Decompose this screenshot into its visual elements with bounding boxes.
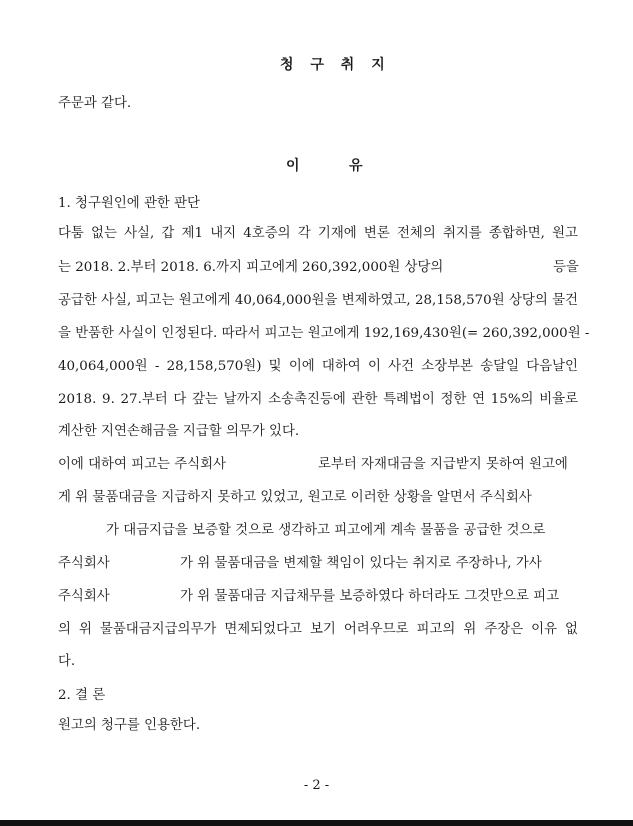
reason-heading: 이 유 (286, 158, 369, 174)
p1-line-6: 2018. 9. 27.부터 다 갚는 날까지 소송촉진등에 관한 특례법이 정한 연 15%의 비율로 (58, 392, 578, 407)
p2-line-6: 의 위 물품대금지급의무가 면제되었다고 보기 어려우므로 피고의 위 주장은 이유 없 (58, 622, 578, 637)
p1-line-1: 다툼 없는 사실, 갑 제1 내지 4호증의 각 기재에 변론 전체의 취지를 종합하면, 원고 (58, 226, 578, 241)
p2-line-1b: 로부터 자재대금을 지급받지 못하여 원고에 (318, 457, 568, 472)
p1-line-4: 을 반품한 사실이 인정된다. 따라서 피고는 원고에게 192,169,430원(= 260,392,000원 - (58, 326, 590, 341)
section2-title: 2. 결 론 (58, 688, 106, 703)
p1-line-2-end: 등을 (553, 260, 579, 275)
p2-line-3: 가 대금지급을 보증할 것으로 생각하고 피고에게 계속 물품을 공급한 것으로 (106, 523, 546, 538)
watermark (375, 330, 515, 430)
claim-heading: 청 구 취 지 (280, 57, 391, 73)
p1-line-3: 공급한 사실, 피고는 원고에게 40,064,000원을 변제하였고, 28,158,570원 상당의 물건 (58, 293, 578, 308)
p2-line-4a: 주식회사 (58, 556, 110, 571)
p2-line-5b: 가 위 물품대금 지급채무를 보증하였다 하더라도 그것만으로 피고 (180, 589, 560, 604)
p2-line-2: 게 위 물품대금을 지급하지 못하고 있었고, 원고로 이러한 상황을 알면서 주식회사 (58, 490, 532, 505)
p2-line-1a: 이에 대하여 피고는 주식회사 (58, 457, 226, 472)
p1-line-7: 계산한 지연손해금을 지급할 의무가 있다. (58, 424, 300, 439)
p2-line-7: 다. (58, 654, 76, 669)
section1-title: 1. 청구원인에 관한 판단 (58, 196, 200, 211)
p1-line-5: 40,064,000원 - 28,158,570원) 및 이에 대하여 이 사건 소장부본 송달일 다음날인 (58, 359, 578, 374)
page-number: - 2 - (303, 778, 330, 793)
p2-line-5a: 주식회사 (58, 589, 110, 604)
p2-line-4b: 가 위 물품대금을 변제할 책임이 있다는 취지로 주장하나, 가사 (180, 556, 542, 571)
claim-text: 주문과 같다. (58, 96, 132, 111)
p1-line-2: 는 2018. 2.부터 2018. 6.까지 피고에게 260,392,000원 상당의 (58, 260, 444, 275)
conclusion-text: 원고의 청구를 인용한다. (58, 718, 201, 733)
page-bottom-border (0, 820, 633, 826)
